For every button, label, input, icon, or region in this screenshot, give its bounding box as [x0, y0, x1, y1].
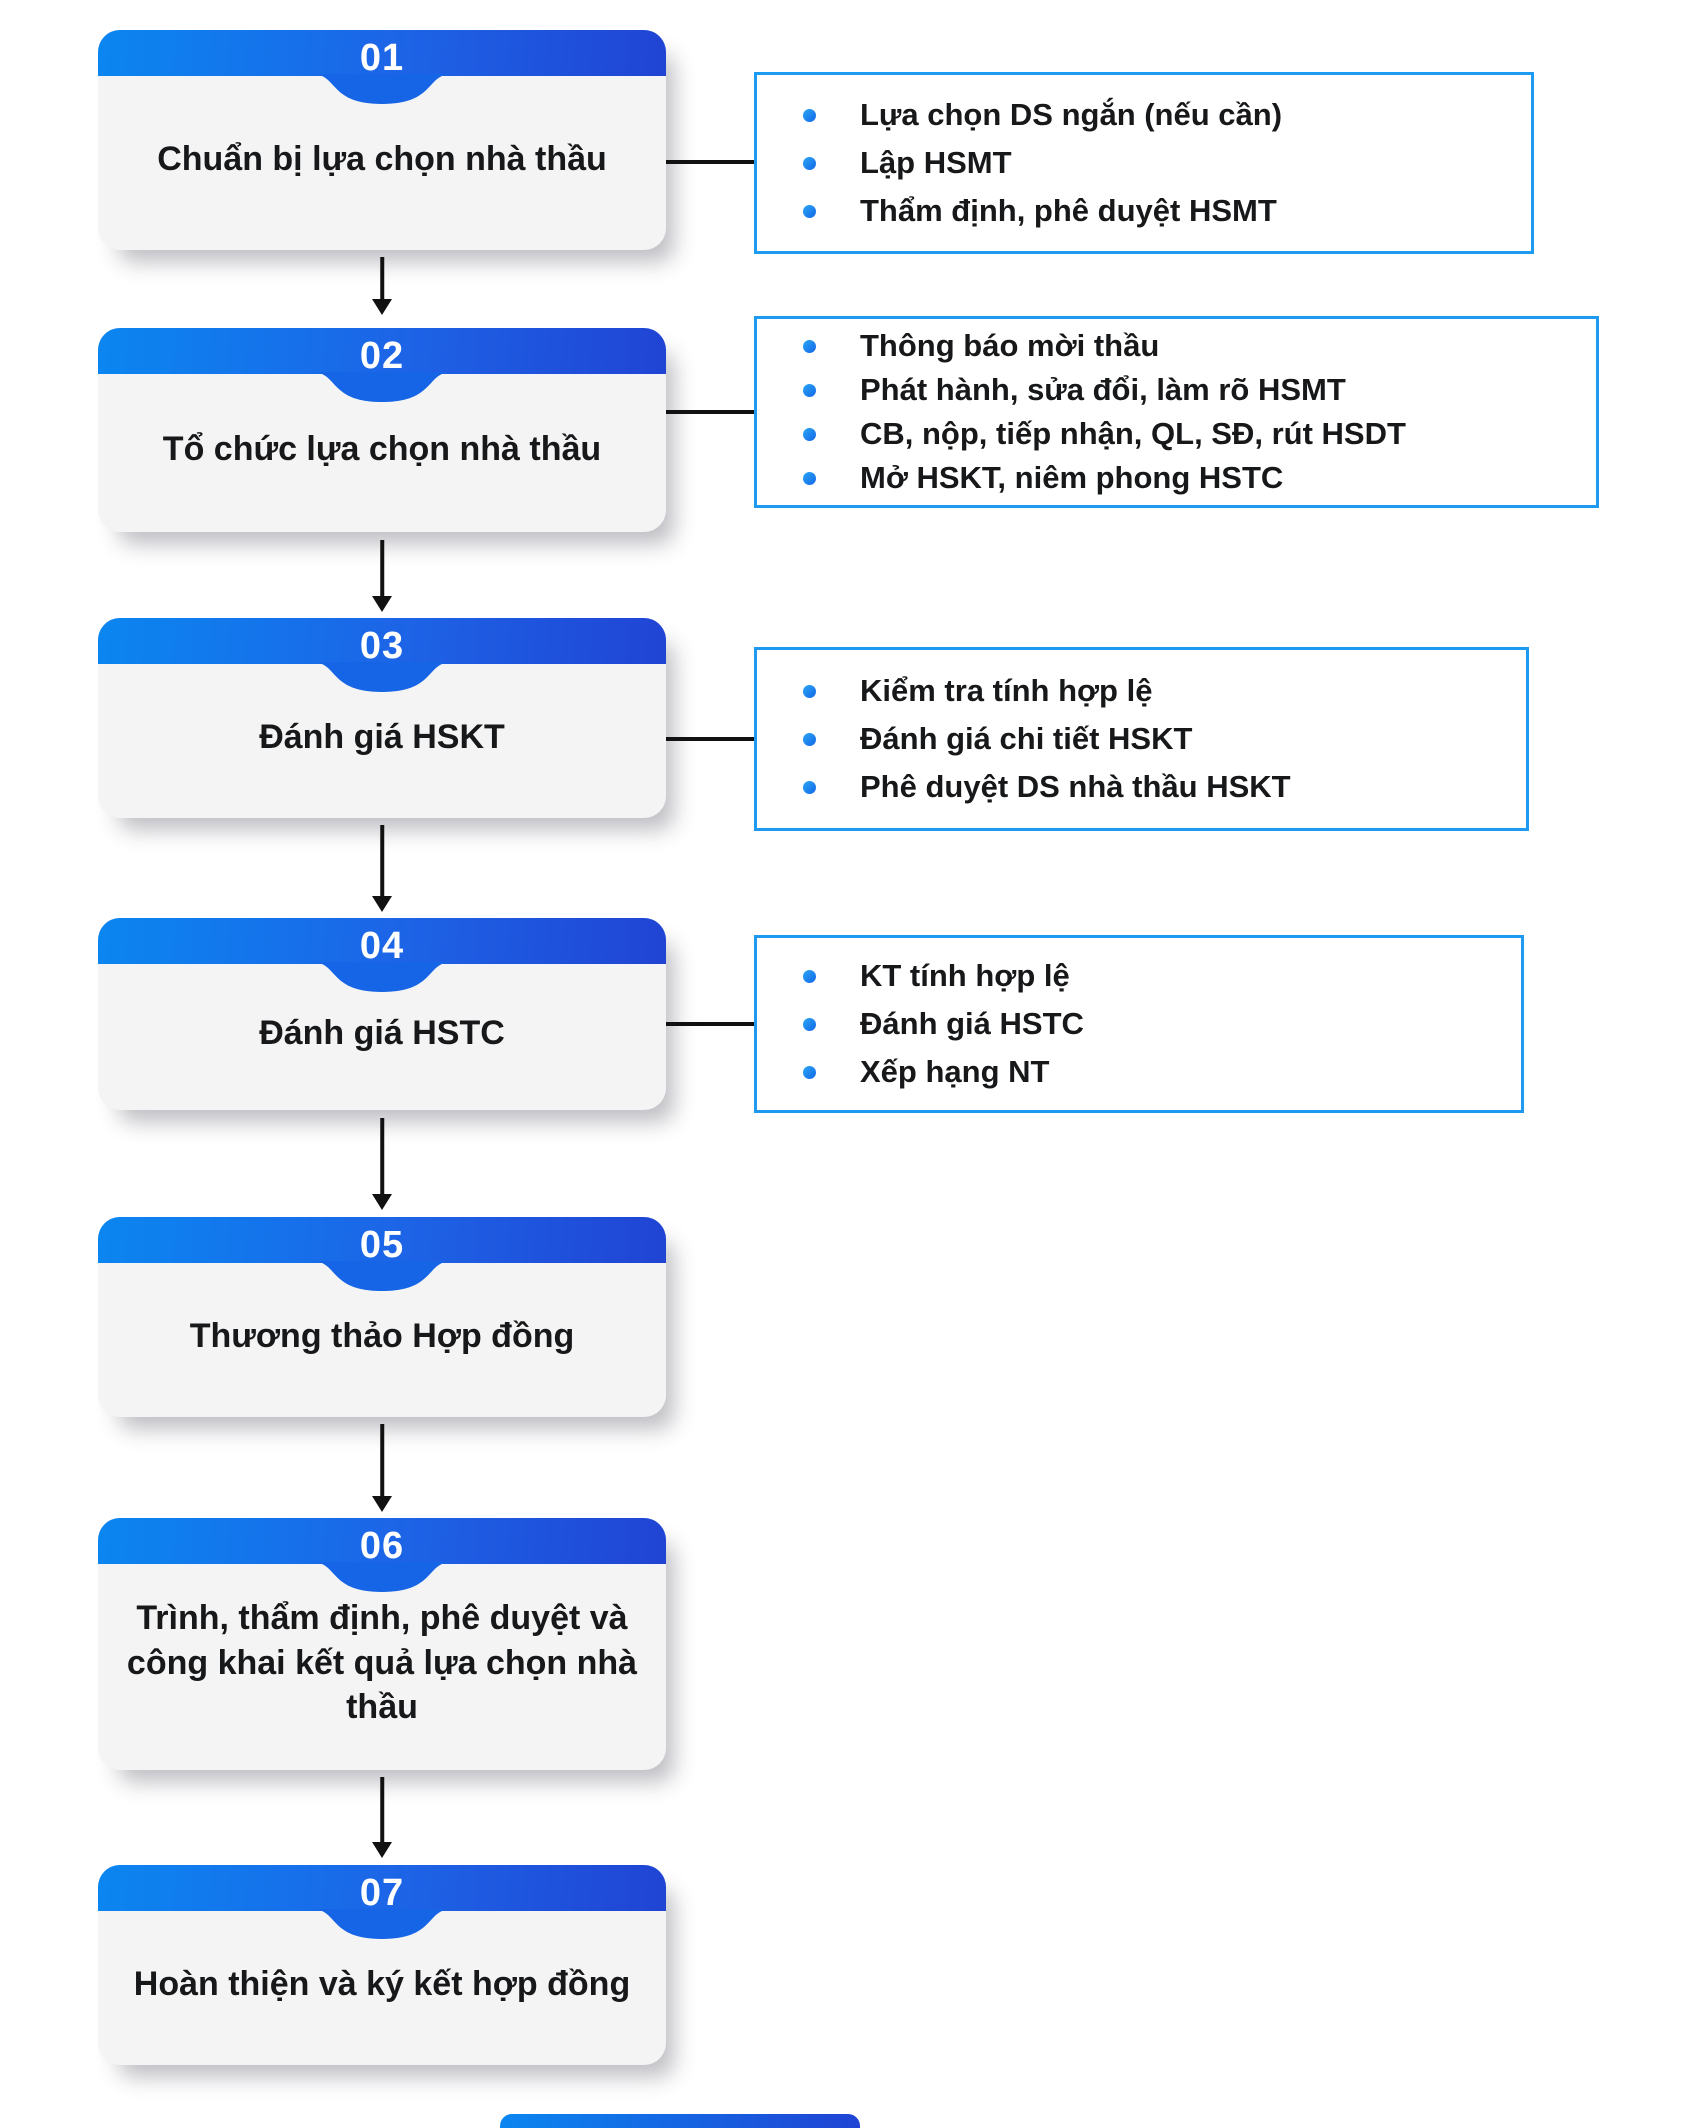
arrow-head-icon: [372, 1496, 392, 1512]
step-06-header: [98, 1518, 666, 1567]
arrow-shaft: [380, 257, 384, 301]
step-05-title: Thương thảo Hợp đồng: [189, 1316, 575, 1355]
detail-text: Phê duyệt DS nhà thầu HSKT: [860, 769, 1291, 804]
step-06-number: 06: [359, 1525, 405, 1567]
arrow-step3-to-step4: [372, 825, 392, 912]
step-07-number: 07: [359, 1872, 405, 1914]
step-03-number: 03: [359, 625, 405, 667]
arrow-shaft: [380, 540, 384, 598]
arrow-step5-to-step6: [372, 1424, 392, 1512]
detail-box-step2: [754, 316, 1599, 508]
bullet-dot-icon: [803, 109, 816, 122]
arrow-step6-to-step7: [372, 1777, 392, 1858]
detail-item: [803, 957, 1501, 995]
arrow-shaft: [380, 1118, 384, 1196]
bullet-dot-icon: [803, 472, 816, 485]
detail-text: Lập HSMT: [860, 145, 1012, 180]
step-card-02: [98, 328, 666, 532]
step-06-body: [98, 1564, 666, 1770]
connector-step3-details: [666, 737, 754, 741]
detail-box-step3: [754, 647, 1529, 831]
bullet-dot-icon: [803, 781, 816, 794]
detail-text: CB, nộp, tiếp nhận, QL, SĐ, rút HSDT: [860, 416, 1406, 451]
detail-item: [803, 371, 1576, 409]
detail-item: [803, 415, 1576, 453]
step-04-title: Đánh giá HSTC: [259, 1013, 505, 1052]
step-03-header: [98, 618, 666, 667]
bullet-dot-icon: [803, 685, 816, 698]
bullet-dot-icon: [803, 340, 816, 353]
detail-item: [803, 720, 1506, 758]
step-card-04: [98, 918, 666, 1110]
arrow-shaft: [380, 825, 384, 898]
bullet-dot-icon: [803, 1066, 816, 1079]
cutoff-next-section-bar: [500, 2114, 860, 2128]
detail-text: KT tính hợp lệ: [860, 958, 1070, 993]
detail-item: [803, 768, 1506, 806]
step-card-03: [98, 618, 666, 818]
arrow-head-icon: [372, 1842, 392, 1858]
detail-box-step1: [754, 72, 1534, 254]
arrow-head-icon: [372, 1194, 392, 1210]
arrow-shaft: [380, 1777, 384, 1844]
step-card-01: [98, 30, 666, 250]
step-02-header: [98, 328, 666, 377]
step-card-05: [98, 1217, 666, 1417]
step-06-title: Trình, thẩm định, phê duyệt và công khai kết quả lựa chọn nhà thầu: [126, 1598, 638, 1727]
bullet-dot-icon: [803, 157, 816, 170]
step-card-06: [98, 1518, 666, 1770]
arrow-shaft: [380, 1424, 384, 1498]
detail-item: [803, 459, 1576, 497]
bullet-dot-icon: [803, 428, 816, 441]
detail-item: [803, 327, 1576, 365]
step-05-number: 05: [359, 1224, 405, 1266]
detail-text: Mở HSKT, niêm phong HSTC: [860, 460, 1284, 495]
connector-step2-details: [666, 410, 754, 414]
bullet-dot-icon: [803, 384, 816, 397]
detail-item: [803, 1053, 1501, 1091]
step-07-header: [98, 1865, 666, 1914]
detail-text: Đánh giá chi tiết HSKT: [860, 721, 1193, 756]
bullet-dot-icon: [803, 733, 816, 746]
bullet-dot-icon: [803, 1018, 816, 1031]
step-card-07: [98, 1865, 666, 2065]
detail-text: Đánh giá HSTC: [860, 1006, 1084, 1041]
detail-item: [803, 672, 1506, 710]
bullet-dot-icon: [803, 970, 816, 983]
connector-step4-details: [666, 1022, 754, 1026]
arrow-step1-to-step2: [372, 257, 392, 315]
detail-item: [803, 96, 1511, 134]
connector-step1-details: [666, 160, 754, 164]
arrow-head-icon: [372, 596, 392, 612]
bullet-dot-icon: [803, 205, 816, 218]
step-07-title: Hoàn thiện và ký kết hợp đồng: [133, 1964, 631, 2003]
detail-item: [803, 192, 1511, 230]
arrow-head-icon: [372, 299, 392, 315]
step-03-title: Đánh giá HSKT: [259, 717, 505, 756]
step-01-title: Chuẩn bị lựa chọn nhà thầu: [157, 139, 607, 178]
step-04-number: 04: [359, 925, 405, 967]
detail-item: [803, 1005, 1501, 1043]
detail-text: Xếp hạng NT: [860, 1054, 1050, 1089]
detail-text: Kiểm tra tính hợp lệ: [860, 673, 1153, 708]
step-01-number: 01: [359, 37, 405, 79]
step-02-number: 02: [359, 335, 405, 377]
arrow-step2-to-step3: [372, 540, 392, 612]
detail-text: Thẩm định, phê duyệt HSMT: [860, 193, 1277, 228]
detail-text: Phát hành, sửa đổi, làm rõ HSMT: [860, 372, 1346, 407]
detail-text: Thông báo mời thầu: [860, 328, 1160, 363]
step-02-title: Tổ chức lựa chọn nhà thầu: [162, 429, 602, 468]
detail-text: Lựa chọn DS ngắn (nếu cần): [860, 97, 1283, 132]
step-04-header: [98, 918, 666, 967]
arrow-step4-to-step5: [372, 1118, 392, 1210]
step-05-header: [98, 1217, 666, 1266]
arrow-head-icon: [372, 896, 392, 912]
detail-item: [803, 144, 1511, 182]
detail-box-step4: [754, 935, 1524, 1113]
step-01-header: [98, 30, 666, 79]
